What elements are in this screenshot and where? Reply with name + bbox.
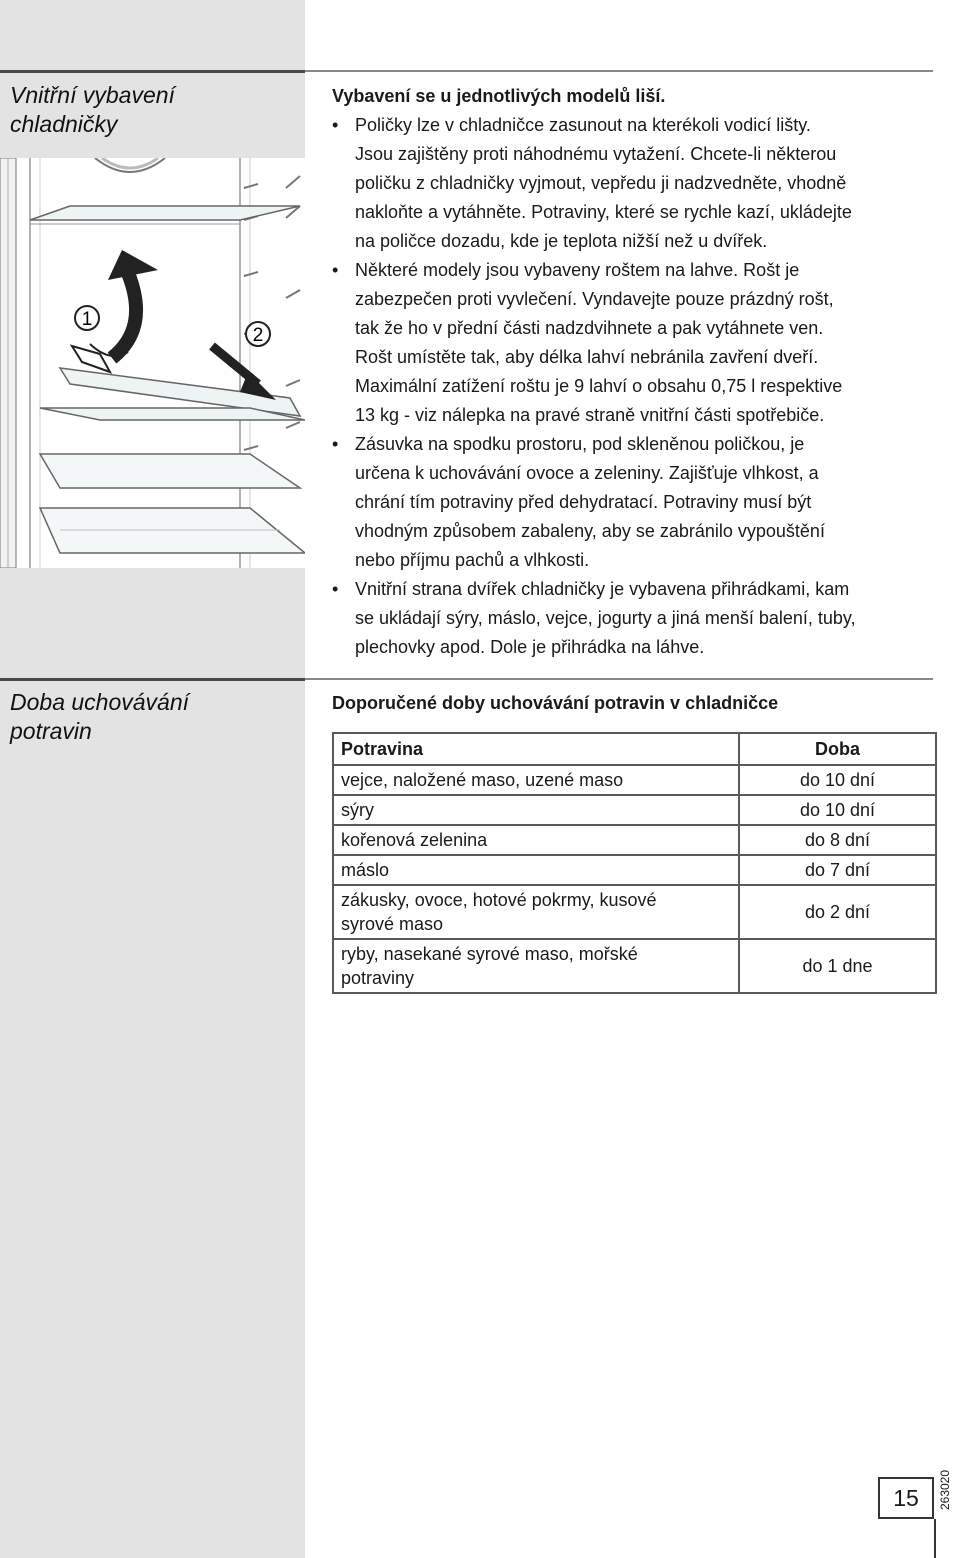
section-divider bbox=[0, 70, 305, 73]
section-divider bbox=[305, 678, 933, 680]
interior-heading: Vybavení se u jednotlivých modelů liší. bbox=[332, 86, 666, 106]
column-header-duration: Doba bbox=[739, 733, 936, 765]
bullet-line: nebo příjmu pachů a vlhkosti. bbox=[355, 550, 590, 570]
section-title-interior bbox=[10, 81, 295, 139]
page-number-divider bbox=[934, 1519, 936, 1558]
section-title-storage bbox=[10, 688, 295, 746]
section-title-line: Doba uchovávání bbox=[10, 689, 190, 715]
food-line: zákusky, ovoce, hotové pokrmy, kusové bbox=[341, 890, 657, 910]
step-2-label: 2 bbox=[252, 325, 264, 346]
food-cell bbox=[333, 855, 739, 885]
duration-cell: do 10 dní bbox=[739, 795, 936, 825]
food-cell bbox=[333, 825, 739, 855]
section-divider bbox=[0, 678, 305, 681]
page-number: 15 bbox=[878, 1477, 934, 1519]
food-line: kořenová zelenina bbox=[341, 830, 488, 850]
bullet-item bbox=[332, 111, 938, 256]
bullet-line: • Poličky lze v chladničce zasunout na kterékoli vodicí lišty. bbox=[355, 115, 811, 135]
document-id-text: 263020 bbox=[938, 1469, 952, 1511]
table-row bbox=[333, 855, 936, 885]
food-cell bbox=[333, 765, 739, 795]
bullet-line: tak že ho v přední části nadzdvihnete a pak vytáhnete ven. bbox=[355, 318, 824, 338]
table-row bbox=[333, 795, 936, 825]
food-cell bbox=[333, 795, 739, 825]
section-title-line: potravin bbox=[10, 718, 92, 744]
bullet-item bbox=[332, 430, 938, 575]
duration-cell: do 8 dní bbox=[739, 825, 936, 855]
table-row bbox=[333, 825, 936, 855]
food-line: máslo bbox=[341, 860, 390, 880]
bullet-line: • Vnitřní strana dvířek chladničky je vybavena přihrádkami, kam bbox=[355, 579, 850, 599]
food-line: potraviny bbox=[341, 968, 415, 988]
duration-cell: do 10 dní bbox=[739, 765, 936, 795]
bullet-line: plechovky apod. Dole je přihrádka na láhve. bbox=[355, 637, 705, 657]
bullet-line: chrání tím potraviny před dehydratací. Potraviny musí být bbox=[355, 492, 812, 512]
step-1-label: 1 bbox=[81, 309, 93, 330]
bullet-line: Jsou zajištěny proti náhodnému vytažení. Chcete-li některou bbox=[355, 144, 837, 164]
bullet-item bbox=[332, 256, 938, 430]
bullet-line: • Zásuvka na spodku prostoru, pod skleněnou poličkou, je bbox=[355, 434, 805, 454]
section-divider bbox=[305, 70, 933, 72]
table-row bbox=[333, 939, 936, 993]
section-title-line: chladničky bbox=[10, 111, 118, 137]
interior-bullet-list bbox=[332, 111, 938, 662]
storage-table bbox=[332, 732, 937, 994]
bullet-line: se ukládají sýry, máslo, vejce, jogurty a jiná menší balení, tuby, bbox=[355, 608, 856, 628]
fridge-interior-illustration bbox=[0, 158, 305, 568]
food-line: vejce, naložené maso, uzené maso bbox=[341, 770, 624, 790]
duration-cell: do 2 dní bbox=[739, 885, 936, 939]
food-line: sýry bbox=[341, 800, 374, 820]
table-header-row bbox=[333, 733, 936, 765]
bullet-line: poličku z chladničky vyjmout, vepředu ji nadzvedněte, vhodně bbox=[355, 173, 847, 193]
bullet-line: vhodným způsobem zabaleny, aby se zabránilo vypouštění bbox=[355, 521, 825, 541]
food-cell bbox=[333, 939, 739, 993]
bullet-item bbox=[332, 575, 938, 662]
column-header-food: Potravina bbox=[333, 733, 739, 765]
food-cell bbox=[333, 885, 739, 939]
bullet-line: na poličce dozadu, kde je teplota nižší než u dvířek. bbox=[355, 231, 768, 251]
duration-cell: do 7 dní bbox=[739, 855, 936, 885]
bullet-line: Rošt umístěte tak, aby délka lahví nebránila zavření dveří. bbox=[355, 347, 819, 367]
bullet-line: • Některé modely jsou vybaveny roštem na lahve. Rošt je bbox=[355, 260, 800, 280]
food-line: ryby, nasekané syrové maso, mořské bbox=[341, 944, 638, 964]
bullet-line: Maximální zatížení roštu je 9 lahví o obsahu 0,75 l respektive bbox=[355, 376, 843, 396]
bullet-line: zabezpečen proti vyvlečení. Vyndavejte pouze prázdný rošt, bbox=[355, 289, 834, 309]
bullet-line: 13 kg - viz nálepka na pravé straně vnitřní části spotřebiče. bbox=[355, 405, 825, 425]
food-line: syrové maso bbox=[341, 914, 444, 934]
section-title-line: Vnitřní vybavení bbox=[10, 82, 175, 108]
storage-table-heading: Doporučené doby uchovávání potravin v chladničce bbox=[332, 693, 779, 713]
table-row bbox=[333, 765, 936, 795]
table-row bbox=[333, 885, 936, 939]
document-id bbox=[938, 1460, 952, 1520]
bullet-line: určena k uchovávání ovoce a zeleniny. Zajišťuje vlhkost, a bbox=[355, 463, 819, 483]
bullet-line: nakloňte a vytáhněte. Potraviny, které se rychle kazí, ukládejte bbox=[355, 202, 852, 222]
interior-content bbox=[332, 82, 938, 662]
duration-cell: do 1 dne bbox=[739, 939, 936, 993]
